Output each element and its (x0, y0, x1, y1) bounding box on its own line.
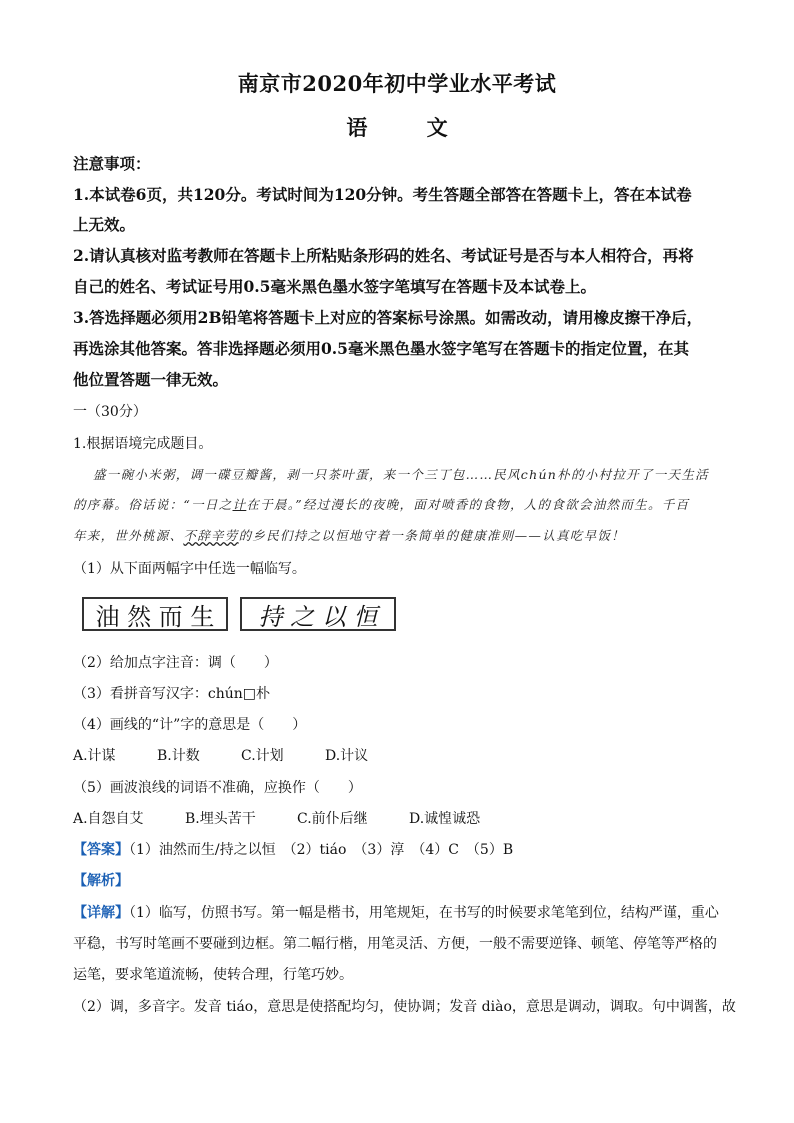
option-d: D.计议 (325, 748, 369, 764)
notice-item-1-line-1: 1.本试卷6页，共120分。考试时间为120分钟。考生答题全部答在答题卡上，答在本试卷 (73, 185, 692, 204)
sub-question-5: （5）画波浪线的词语不准确，应换作（ ） (73, 780, 362, 796)
answer-line (73, 839, 733, 859)
notice-item-1-line-2: 上无效。 (73, 215, 136, 234)
passage-line-2-start: 的序幕。俗话说：“一日之 (73, 497, 233, 512)
notice-item-2-line-1: 2.请认真核对监考教师在答题卡上所粘贴条形码的姓名、考试证号是否与本人相符合，再将 (73, 246, 694, 265)
option-b: B.计数 (157, 748, 200, 764)
passage-line-3-start: 年来，世外桃源、 (73, 528, 184, 543)
option-c: C.计划 (241, 748, 284, 764)
wavy-underlined-word: 不辞辛劳 (183, 528, 239, 543)
underlined-word: 计 (232, 497, 247, 512)
detail-tag: 【详解】 (73, 905, 129, 921)
answer-tag: 【答案】 (73, 842, 129, 858)
sub-question-2: （2）给加点字注音：调（ ） (73, 655, 278, 671)
analysis-heading (73, 870, 733, 890)
option-a: A.计谋 (73, 748, 116, 764)
sub-question-4: （4）画线的“计”字的意思是（ ） (73, 717, 307, 733)
option-d: D.诚惶诚恐 (409, 811, 481, 827)
passage-line-1: 盛一碗小米粥，调一碟豆瓣酱，剥一只茶叶蛋，来一个三丁包……民风chún朴的小村拉开了一天生活 (93, 467, 709, 482)
section-label: 一（30分） (73, 404, 147, 420)
passage-line-3-end: 的乡民们持之以恒地守着一条简单的健康准则——认真吃早饭！ (238, 528, 626, 543)
answer-text: （1）油然而生/持之以恒 （2）tiáo （3）淳 （4）C （5）B (129, 842, 514, 858)
option-a: A.自怨自艾 (73, 811, 144, 827)
question-1-prompt: 1.根据语境完成题目。 (73, 436, 213, 452)
notice-item-3-line-2: 再选涂其他答案。答非选择题必须用0.5毫米黑色墨水签字笔写在答题卡的指定位置，在其 (73, 339, 689, 358)
notice-heading: 注意事项： (73, 154, 151, 173)
analysis-line-1 (73, 902, 733, 922)
analysis-line-1-text: （1）临写，仿照书写。第一幅是楷书，用笔规矩，在书写的时候要求笔笔到位，结构严谨，重心 (129, 905, 719, 921)
analysis-line-3: 运笔，要求笔道流畅，使转合理，行笔巧妙。 (73, 967, 353, 983)
option-b: B.埋头苦干 (185, 811, 256, 827)
sub-question-5-options (73, 808, 733, 828)
notice-item-3-line-1: 3.答选择题必须用2B铅笔将答题卡上对应的答案标号涂黑。如需改动，请用橡皮擦干净后， (73, 308, 703, 327)
notice-item-2-line-2: 自己的姓名、考试证号用0.5毫米黑色墨水签字笔填写在答题卡及本试卷上。 (73, 277, 596, 296)
sub-question-1: （1）从下面两幅字中任选一幅临写。 (73, 561, 306, 577)
analysis-line-4: （2）调，多音字。发音 tiáo，意思是使搭配均匀，使协调；发音 diào，意思是调动，调取。句中调酱，故 (73, 999, 736, 1015)
passage-line-3 (73, 526, 733, 544)
notice-item-3-line-3: 他位置答题一律无效。 (73, 370, 229, 389)
analysis-line-2: 平稳，书写时笔画不要碰到边框。第二幅行楷，用笔灵活、方便，一般不需要逆锋、顿笔、停笔等严格的 (73, 936, 717, 952)
sub-question-3: （3）看拼音写汉字：chún□朴 (73, 686, 271, 702)
calligraphy-box-1: 油 然 而 生 (82, 597, 228, 631)
sub-question-4-options (73, 745, 733, 765)
analysis-tag: 【解析】 (73, 873, 129, 889)
passage-line-2-end: 在于晨。”经过漫长的夜晚，面对喷香的食物，人的食欲会油然而生。千百 (246, 497, 690, 512)
calligraphy-box-2: 持 之 以 恒 (240, 597, 396, 631)
exam-title: 南京市2020年初中学业水平考试 (237, 71, 557, 96)
option-c: C.前仆后继 (297, 811, 368, 827)
passage-line-2 (73, 495, 733, 513)
subject-title: 语 文 (346, 115, 474, 140)
